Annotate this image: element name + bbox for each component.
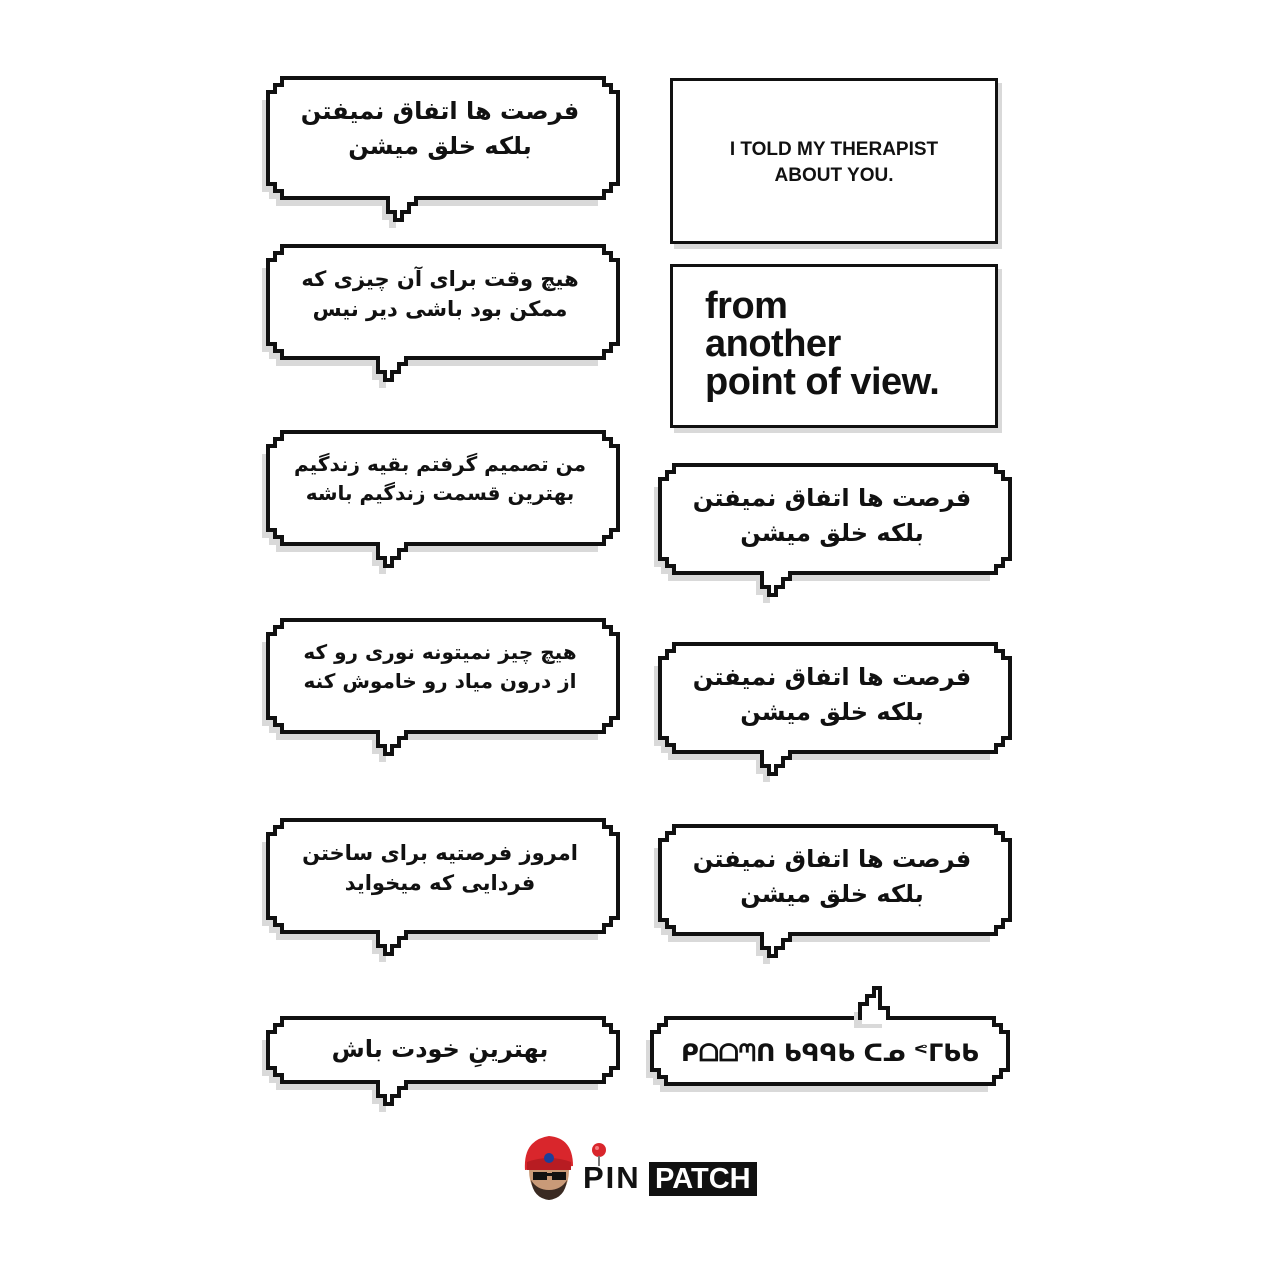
sticker-text xyxy=(278,94,602,164)
speech-bubble-sticker-8 xyxy=(660,644,1010,752)
sticker-text xyxy=(670,660,994,730)
sticker-text-line: ممکن بود باشی دیر نیس xyxy=(312,297,568,322)
card-text-line: ABOUT YOU. xyxy=(774,164,894,186)
sticker-text xyxy=(666,1036,994,1071)
sticker-text-line: فرصت ها اتفاق نمیفتن xyxy=(692,845,972,873)
sticker-text-line: بهترینِ خودت باش xyxy=(331,1035,549,1063)
sticker-text-line: فرصت ها اتفاق نمیفتن xyxy=(692,484,972,512)
sticker-text-line: بلکه خلق میشن xyxy=(740,879,924,908)
sticker-text-line: بلکه خلق میشن xyxy=(740,518,924,547)
sticker-text xyxy=(278,838,602,899)
bubble-seam-cover xyxy=(380,926,404,936)
therapist-card-sticker xyxy=(670,78,998,244)
sticker-text-line: بلکه خلق میشن xyxy=(348,131,532,160)
sticker-text-line: هیچ چیز نمیتونه نوری رو که xyxy=(303,640,577,664)
bubble-seam-cover xyxy=(764,928,788,938)
speech-bubble-sticker-1 xyxy=(268,78,618,198)
sticker-text-line: فرصت ها اتفاق نمیفتن xyxy=(300,97,580,125)
brand-pin-text: PIN xyxy=(583,1160,641,1195)
bubble-seam-cover xyxy=(390,192,414,202)
sticker-text-line: بهترین قسمت زندگیم باشه xyxy=(305,481,575,505)
speech-bubble-sticker-2 xyxy=(268,246,618,358)
speech-bubble-sticker-7 xyxy=(660,465,1010,573)
sticker-text-line: بلکه خلق میشن xyxy=(740,697,924,726)
bubble-seam-cover xyxy=(764,746,788,756)
bubble-seam-cover xyxy=(380,726,404,736)
brand-patch-text: PATCH xyxy=(649,1162,757,1196)
speech-bubble-sticker-10 xyxy=(652,1018,1008,1084)
bubble-seam-cover xyxy=(380,538,404,548)
bubble-seam-cover xyxy=(380,1076,404,1086)
card-text xyxy=(673,137,995,188)
card-text-line: I TOLD MY THERAPIST xyxy=(729,139,939,160)
sticker-text-line: فردایی که میخواید xyxy=(344,871,536,896)
card-text xyxy=(705,287,939,401)
card-text-line: another xyxy=(705,323,841,365)
bubble-seam-cover xyxy=(862,1014,886,1024)
bearded-man-red-beanie-icon xyxy=(515,1132,585,1202)
sticker-text-line: من تصمیم گرفتم بقیه زندگیم xyxy=(294,452,586,476)
bubble-seam-cover xyxy=(764,567,788,577)
sticker-text-line: هیچ وقت برای آن چیزی که xyxy=(301,267,579,291)
card-text-line: point of view. xyxy=(705,361,940,403)
bubble-seam-cover xyxy=(380,352,404,362)
speech-bubble-sticker-9 xyxy=(660,826,1010,934)
sticker-text xyxy=(670,842,994,912)
card-text-line: from xyxy=(705,285,788,327)
speech-bubble-sticker-4 xyxy=(268,620,618,732)
sticker-text-line: از درون میاد رو خاموش کنه xyxy=(303,669,577,693)
sticker-text-line: ᑭᗝᗝᘉᑎ ᑲᑫᑫᑲ ᑕᓄ ᕝᒥᑲᑲ xyxy=(681,1039,979,1067)
speech-bubble-sticker-5 xyxy=(268,820,618,932)
speech-bubble-sticker-6 xyxy=(268,1018,618,1082)
pin-patch-logo xyxy=(515,1132,775,1202)
sticker-text-line: فرصت ها اتفاق نمیفتن xyxy=(692,663,972,691)
sticker-text xyxy=(278,264,602,325)
sticker-text xyxy=(278,450,602,508)
sticker-text xyxy=(278,1032,602,1067)
sticker-text xyxy=(278,638,602,696)
sticker-text-line: امروز فرصتیه برای ساختن xyxy=(302,841,578,865)
point-of-view-card-sticker xyxy=(670,264,998,428)
speech-bubble-sticker-3 xyxy=(268,432,618,544)
sticker-text xyxy=(670,481,994,551)
